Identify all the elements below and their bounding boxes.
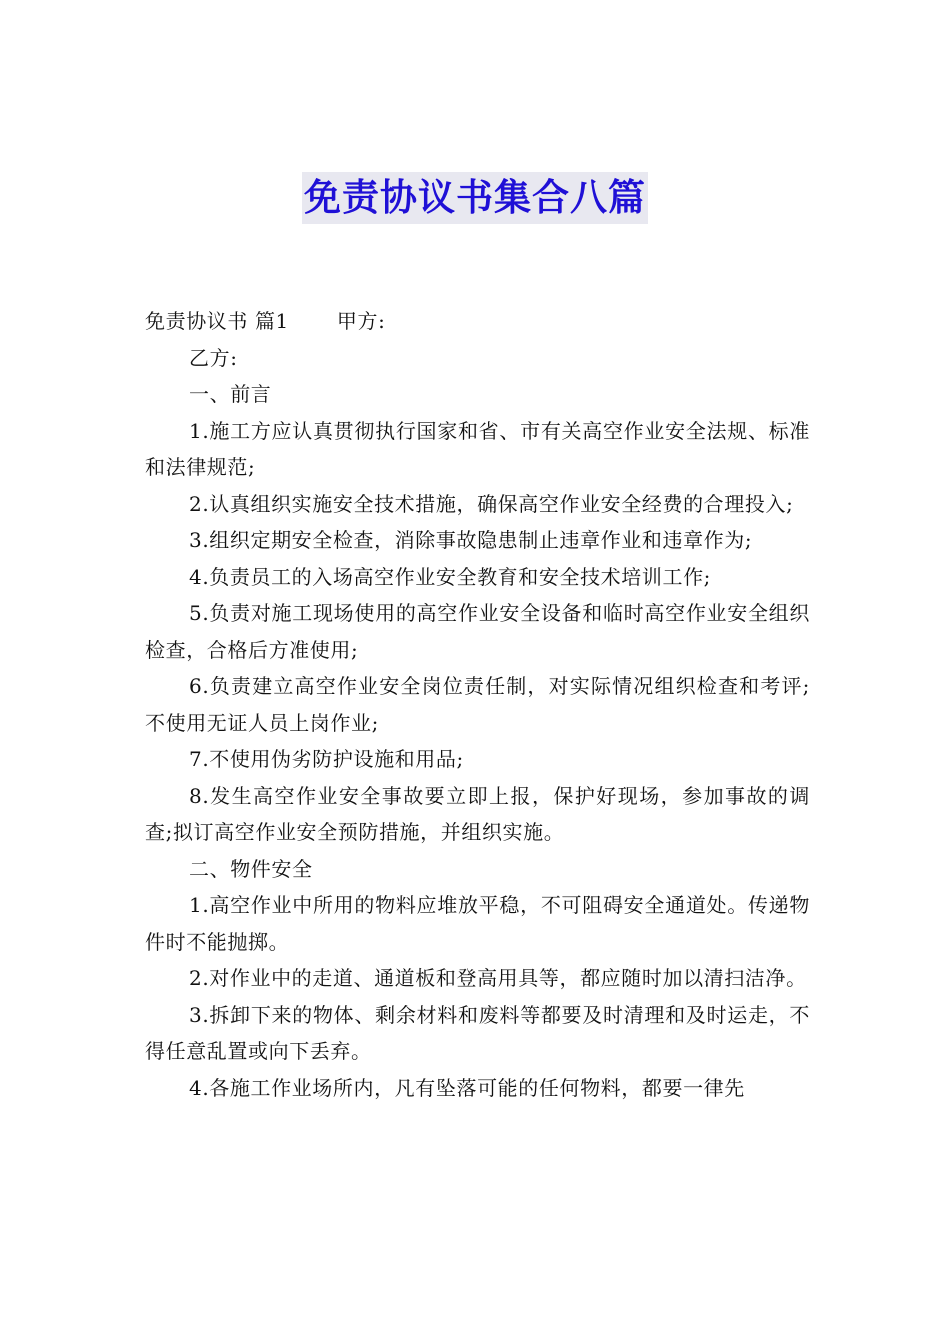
paragraph: 二、物件安全 [189,856,313,881]
paragraph: 一、前言 [189,382,272,406]
paragraph: 8.发生高空作业安全事故要立即上报，保护好现场，参加事故的调查;拟订高空作业安全预防措施，并组织实施。 [145,783,810,844]
document-body [145,303,810,1106]
paragraph: 1.高空作业中所用的物料应堆放平稳，不可阻碍安全通道处。传递物件时不能抛掷。 [145,893,810,954]
section-label: 免责协议书 篇1 [145,309,289,333]
paragraph: 3.组织定期安全检查，消除事故隐患制止违章作业和违章作为; [189,528,753,552]
paragraph: 2.认真组织实施安全技术措施，确保高空作业安全经费的合理投入; [189,491,794,516]
title-container [0,172,950,224]
intro-line [145,303,810,340]
paragraph: 4.各施工作业场所内，凡有坠落可能的任何物料，都要一律先 [189,1075,745,1100]
paragraph: 2.对作业中的走道、通道板和登高用具等，都应随时加以清扫洁净。 [189,966,807,990]
paragraph: 4.负责员工的入场高空作业安全教育和安全技术培训工作; [189,564,712,589]
party-a-label: 甲方: [336,309,386,333]
paragraph: 3.拆卸下来的物体、剩余材料和废料等都要及时清理和及时运走，不得任意乱置或向下丢弃。 [145,1002,810,1063]
paragraph: 1.施工方应认真贯彻执行国家和省、市有关高空作业安全法规、标准和法律规范; [145,418,810,479]
paragraph: 7.不使用伪劣防护设施和用品; [189,747,464,771]
paragraph: 乙方: [189,345,238,370]
paragraph: 5.负责对施工现场使用的高空作业安全设备和临时高空作业安全组织检查，合格后方准使用; [145,601,810,662]
paragraph: 6.负责建立高空作业安全岗位责任制，对实际情况组织检查和考评;不使用无证人员上岗作业; [145,674,810,735]
document-title: 免责协议书集合八篇 [302,172,648,224]
